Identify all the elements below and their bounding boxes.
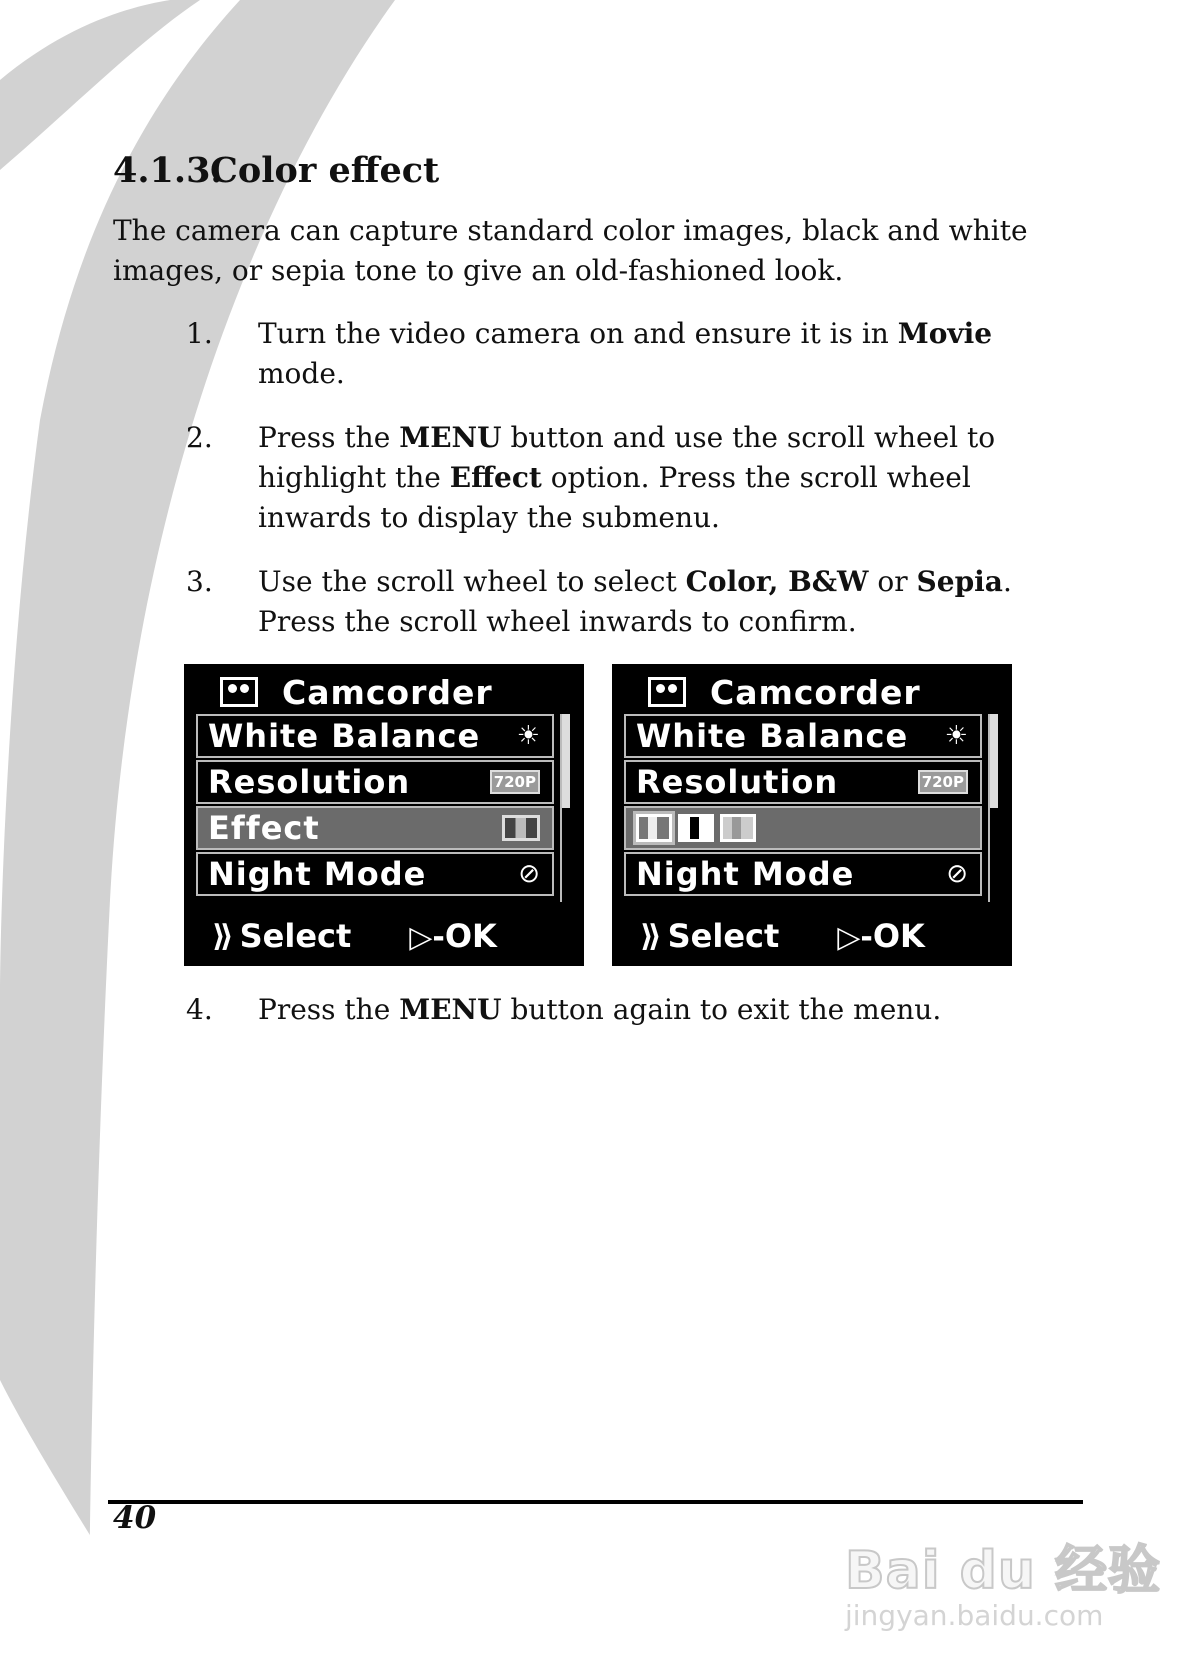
section-number: 4.1.3. [113,150,223,191]
white-balance-auto-icon: ☀ [516,721,540,751]
screen-title: Camcorder [220,672,493,712]
step-text: Press the MENU button again to exit the menu. [258,993,942,1026]
bw-effect-icon [678,814,714,842]
step-text: Turn the video camera on and ensure it is in Movie mode. [258,317,993,390]
step-text: Press the MENU button and use the scroll wheel to highlight the Effect option. Press the scroll wheel inwards to display the submenu. [258,421,996,534]
menu-scrollbar [560,714,572,902]
page-number: 40 [113,1500,157,1536]
night-mode-off-icon: ⊘ [946,859,968,889]
menu-item-white-balance: White Balance ☀ [624,714,982,758]
screen-menu [624,714,982,898]
step-number: 2. [186,421,213,454]
menu-item-effect: Effect [196,806,554,850]
scroll-wheel-icon: ⟫ [212,918,234,954]
white-balance-auto-icon: ☀ [944,721,968,751]
menu-item-night-mode: Night Mode ⊘ [196,852,554,896]
intro-paragraph: The camera can capture standard color images, black and white images, or sepia tone to give an old-fashioned look. [113,214,1028,287]
sepia-effect-icon [720,814,756,842]
effect-submenu-row [624,806,982,850]
screen-footer: ⟫ Select ▷-OK [640,917,925,955]
color-effect-icon [636,814,672,842]
camcorder-icon [220,677,258,707]
camera-screen-effect-submenu [612,664,1012,966]
menu-scrollbar [988,714,1000,902]
section-heading [113,150,439,191]
step-number: 3. [186,565,213,598]
section-title: Color effect [210,150,440,191]
menu-item-resolution: Resolution 720P [196,760,554,804]
watermark-url: jingyan.baidu.com [845,1599,1104,1632]
screen-menu [196,714,554,898]
menu-item-night-mode: Night Mode ⊘ [624,852,982,896]
scroll-wheel-icon: ⟫ [640,918,662,954]
footer-rule [108,1500,1083,1504]
step-text: Use the scroll wheel to select Color, B&W or Sepia. Press the scroll wheel inwards to confirm. [258,565,1012,638]
watermark-brand: Bai du 经验 [845,1541,1161,1601]
menu-item-white-balance: White Balance ☀ [196,714,554,758]
effect-icon [502,815,540,841]
screen-title: Camcorder [648,672,921,712]
camcorder-icon [648,677,686,707]
watermark [845,1528,1161,1632]
step-number: 1. [186,317,213,350]
resolution-badge: 720P [918,770,968,794]
press-icon: ▷- [409,920,445,955]
press-icon: ▷- [837,920,873,955]
resolution-badge: 720P [490,770,540,794]
step-number: 4. [186,993,213,1026]
camera-screen-menu [184,664,584,966]
screen-footer: ⟫ Select ▷-OK [212,917,497,955]
night-mode-off-icon: ⊘ [518,859,540,889]
menu-item-resolution: Resolution 720P [624,760,982,804]
